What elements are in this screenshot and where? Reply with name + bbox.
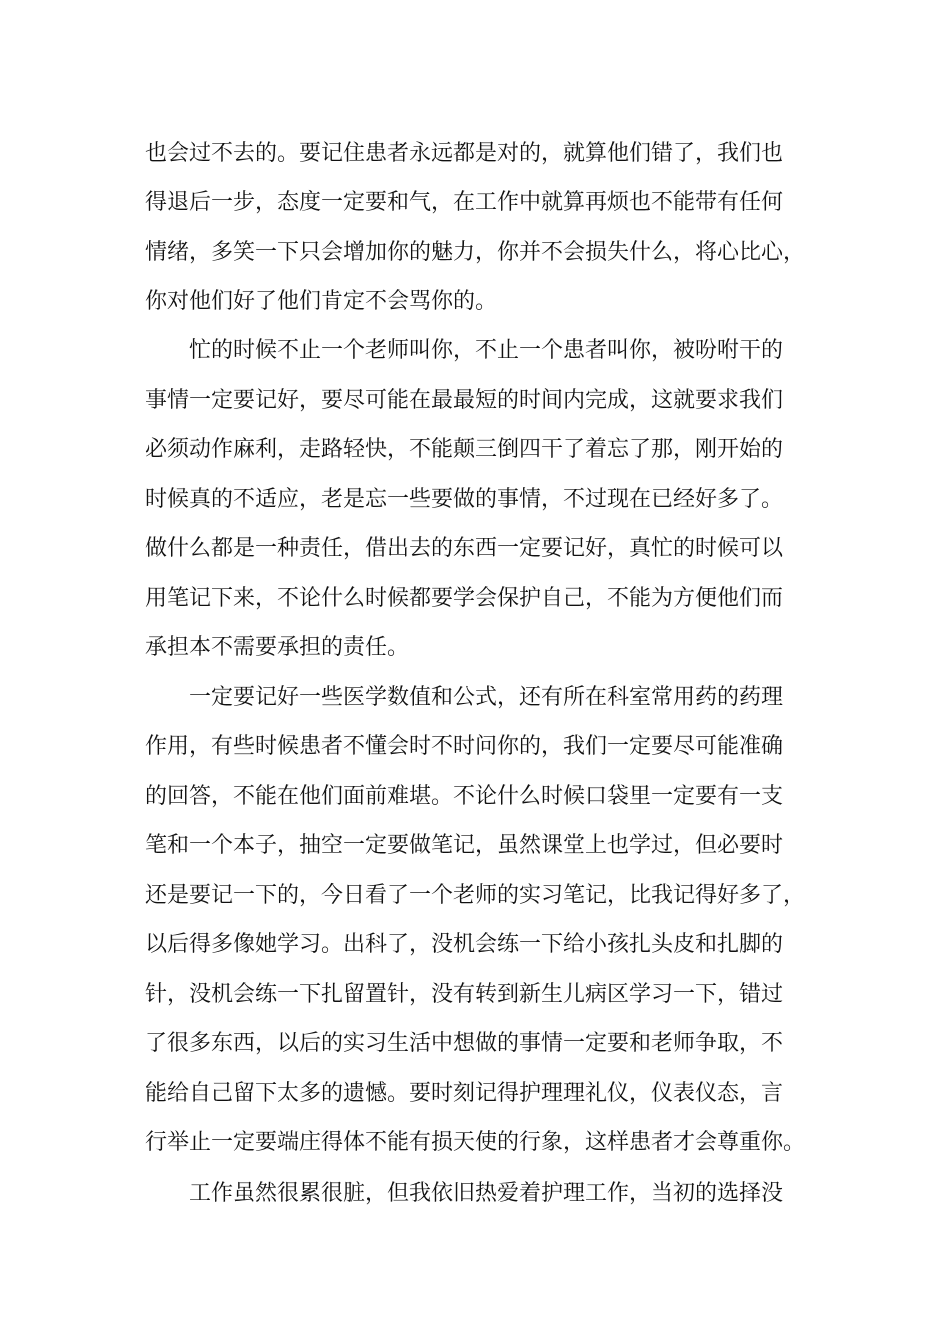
paragraph-first-line: 忙的时候不止一个老师叫你，不止一个患者叫你，被吩咐干的: [189, 338, 784, 363]
paragraph-first-line: 工作虽然很累很脏，但我依旧热爱着护理工作，当初的选择没: [189, 1181, 784, 1206]
text-line: 也会过不去的。要记住患者永远都是对的，就算他们错了，我们也: [145, 141, 784, 166]
text-line: 能给自己留下太多的遗憾。要时刻记得护理理礼仪，仪表仪态，言: [145, 1081, 784, 1106]
text-line: 作用，有些时候患者不懂会时不时问你的，我们一定要尽可能准确: [145, 734, 784, 759]
text-line: 你对他们好了他们肯定不会骂你的。: [145, 289, 498, 314]
text-line: 了很多东西，以后的实习生活中想做的事情一定要和老师争取，不: [145, 1031, 784, 1056]
text-line: 的回答，不能在他们面前难堪。不论什么时候口袋里一定要有一支: [145, 784, 784, 809]
text-line: 行举止一定要端庄得体不能有损天使的行象，这样患者才会尊重你。: [145, 1130, 806, 1155]
text-line: 时候真的不适应，老是忘一些要做的事情，不过现在已经好多了。: [145, 487, 784, 512]
text-line: 做什么都是一种责任，借出去的东西一定要记好，真忙的时候可以: [145, 536, 784, 561]
text-line: 以后得多像她学习。出科了，没机会练一下给小孩扎头皮和扎脚的: [145, 932, 784, 957]
text-line: 针，没机会练一下扎留置针，没有转到新生儿病区学习一下，错过: [145, 982, 784, 1007]
text-line: 必须动作麻利，走路轻快，不能颠三倒四干了着忘了那，刚开始的: [145, 437, 784, 462]
text-line: 事情一定要记好，要尽可能在最最短的时间内完成，这就要求我们: [145, 388, 784, 413]
paragraph-first-line: 一定要记好一些医学数值和公式，还有所在科室常用药的药理: [189, 685, 784, 710]
text-line: 情绪，多笑一下只会增加你的魅力，你并不会损失什么，将心比心，: [145, 240, 806, 265]
text-line: 用笔记下来，不论什么时候都要学会保护自己，不能为方便他们而: [145, 586, 784, 611]
text-line: 还是要记一下的，今日看了一个老师的实习笔记，比我记得好多了，: [145, 883, 806, 908]
text-line: 笔和一个本子，抽空一定要做笔记，虽然课堂上也学过，但必要时: [145, 833, 784, 858]
text-line: 承担本不需要承担的责任。: [145, 635, 410, 660]
text-line: 得退后一步，态度一定要和气，在工作中就算再烦也不能带有任何: [145, 190, 784, 215]
